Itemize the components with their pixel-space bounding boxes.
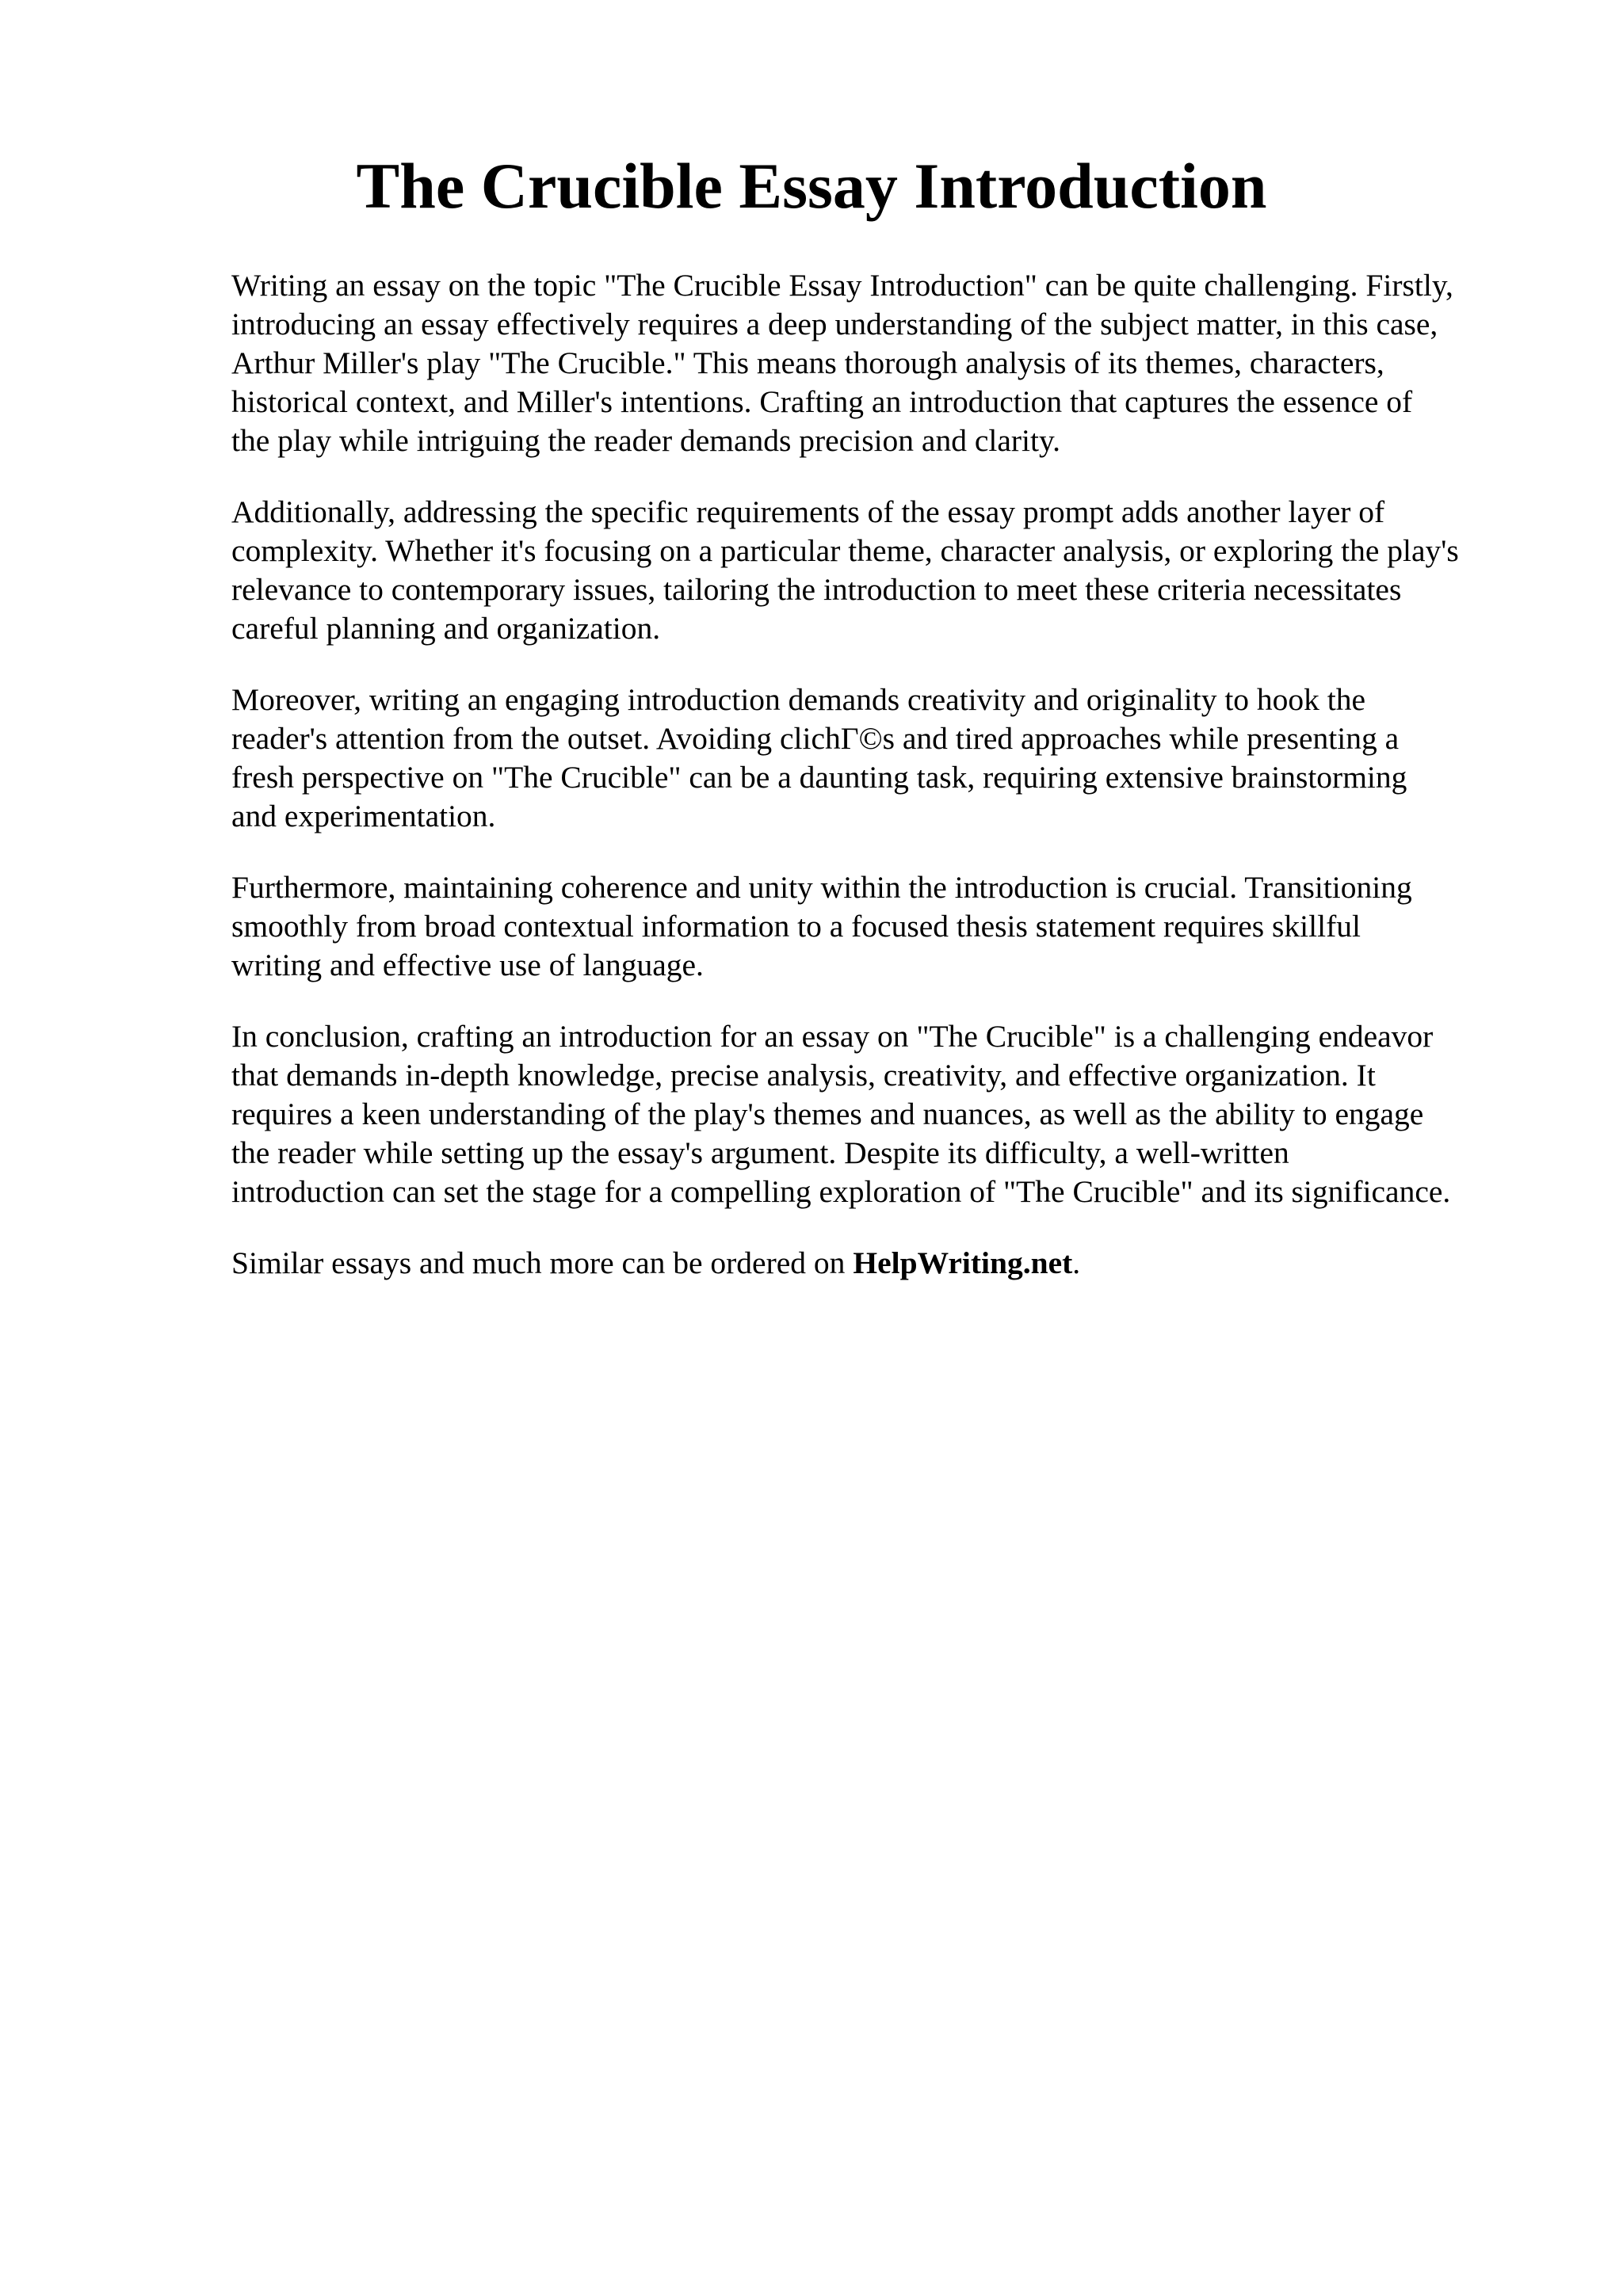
text-line: Additionally, addressing the specific requirements of the essay prompt adds another layer of [231, 494, 1385, 529]
text-line: Furthermore, maintaining coherence and unity within the introduction is crucial. Transitioning [231, 870, 1412, 905]
footer-note [231, 1244, 1539, 1283]
text-line: and experimentation. [231, 799, 496, 833]
text-line: the reader while setting up the essay's argument. Despite its difficulty, a well-written [231, 1135, 1289, 1170]
document-title: The Crucible Essay Introduction [356, 150, 1267, 222]
paragraph-4 [231, 868, 1539, 985]
text-line: relevance to contemporary issues, tailoring the introduction to meet these criteria necessitates [231, 572, 1402, 607]
text-line: writing and effective use of language. [231, 948, 704, 982]
paragraph-2 [231, 493, 1539, 648]
text-line: Writing an essay on the topic "The Crucible Essay Introduction" can be quite challenging. Firstly, [231, 268, 1453, 303]
text-line: Arthur Miller's play "The Crucible." This means thorough analysis of its themes, characters, [231, 345, 1384, 380]
paragraph-1 [231, 266, 1539, 460]
text-line: reader's attention from the outset. Avoiding clichΓ©s and tired approaches while presenting a [231, 721, 1400, 756]
text-line: introducing an essay effectively requires a deep understanding of the subject matter, in this case, [231, 307, 1438, 341]
text-line: Moreover, writing an engaging introduction demands creativity and originality to hook the [231, 682, 1366, 717]
text-line: introduction can set the stage for a compelling exploration of "The Crucible" and its significance. [231, 1174, 1451, 1209]
footer-period: . [1072, 1245, 1081, 1280]
paragraph-3 [231, 681, 1539, 836]
text-line: historical context, and Miller's intentions. Crafting an introduction that captures the essence of [231, 384, 1413, 419]
text-line: careful planning and organization. [231, 611, 661, 646]
text-line: smoothly from broad contextual information to a focused thesis statement requires skillful [231, 909, 1361, 944]
text-line: fresh perspective on "The Crucible" can be a daunting task, requiring extensive brainstorming [231, 760, 1407, 795]
text-line: requires a keen understanding of the play's themes and nuances, as well as the ability to engage [231, 1097, 1424, 1131]
text-line: In conclusion, crafting an introduction for an essay on "The Crucible" is a challenging endeavor [231, 1019, 1434, 1054]
footer-text: Similar essays and much more can be ordered on [231, 1245, 846, 1280]
text-line: complexity. Whether it's focusing on a particular theme, character analysis, or exploring the play's [231, 533, 1459, 568]
brand-name: HelpWriting.net [853, 1245, 1073, 1280]
text-line: that demands in-depth knowledge, precise analysis, creativity, and effective organization. It [231, 1058, 1376, 1093]
text-line: the play while intriguing the reader demands precision and clarity. [231, 423, 1061, 458]
document-body [231, 266, 1539, 1315]
paragraph-5 [231, 1017, 1539, 1211]
